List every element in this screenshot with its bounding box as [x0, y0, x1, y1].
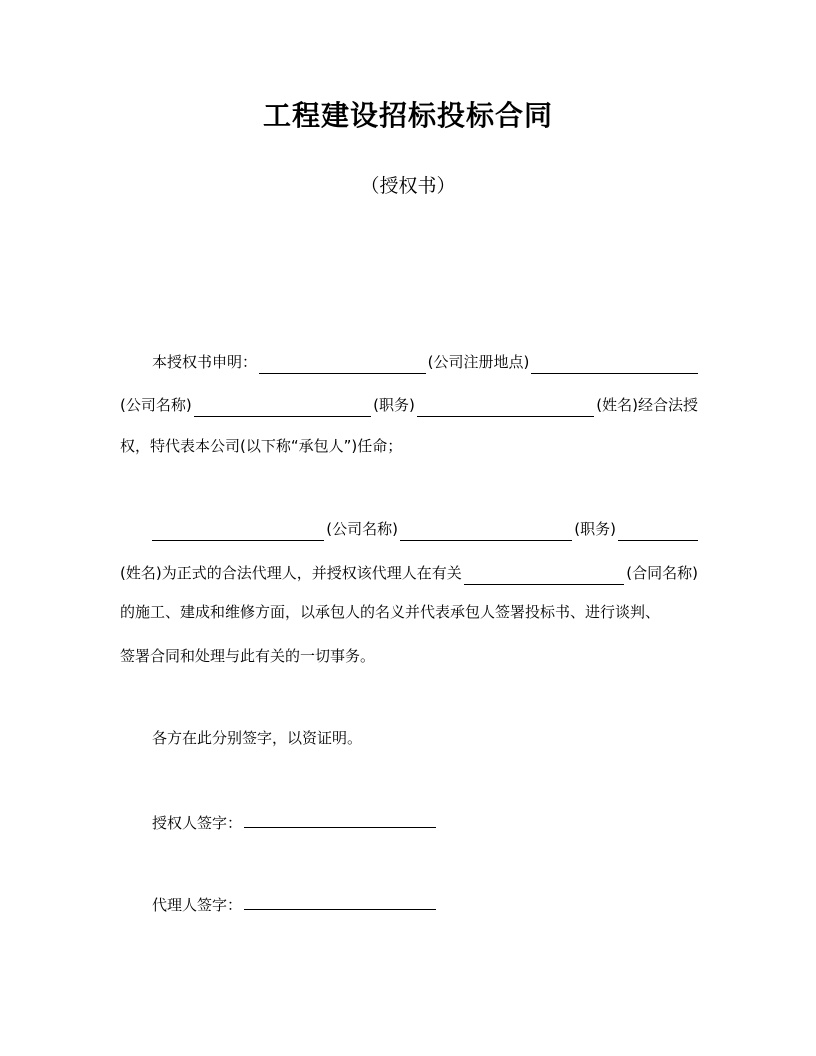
witness-statement: 各方在此分别签字，以资证明。 — [152, 729, 363, 747]
company-name-blank-2[interactable] — [152, 522, 324, 541]
position-blank-2[interactable] — [400, 522, 572, 541]
document-subtitle: （授权书） — [360, 175, 456, 197]
company-name-label-2: (公司名称) — [326, 520, 398, 538]
paragraph2-line2 — [120, 561, 698, 585]
name-blank-1[interactable] — [417, 398, 594, 417]
grantor-signature-row — [152, 809, 698, 835]
agent-appointment-text: (姓名)为正式的合法代理人，并授权该代理人在有关 — [120, 564, 462, 582]
paragraph1-line3: 权，特代表本公司(以下称“承包人”)任命； — [120, 437, 403, 455]
contract-name-label: (合同名称) — [626, 564, 698, 582]
paragraph1-line2 — [120, 393, 698, 417]
contract-name-blank[interactable] — [464, 566, 625, 585]
grantor-signature-field[interactable] — [244, 809, 436, 828]
position-label-1: (职务) — [373, 396, 415, 414]
position-blank-1[interactable] — [194, 398, 371, 417]
agent-signature-row — [152, 891, 698, 917]
name-label-1: (姓名)经合法授 — [596, 396, 698, 414]
agent-signature-field[interactable] — [244, 891, 436, 910]
company-name-label-1: (公司名称) — [120, 396, 192, 414]
company-name-blank-1[interactable] — [531, 355, 698, 374]
document-title: 工程建设招标投标合同 — [262, 99, 553, 132]
paragraph2-line4: 签署合同和处理与此有关的一切事务。 — [120, 647, 376, 665]
paragraph2-line1 — [152, 517, 698, 541]
paragraph1-line1 — [152, 350, 698, 374]
company-address-blank[interactable] — [259, 355, 426, 374]
declaration-lead: 本授权书申明： — [152, 353, 258, 371]
name-blank-2[interactable] — [618, 522, 698, 541]
position-label-2: (职务) — [574, 520, 616, 538]
grantor-signature-label: 授权人签字： — [152, 814, 243, 832]
company-address-label: (公司注册地点) — [427, 353, 530, 371]
agent-signature-label: 代理人签字： — [152, 896, 243, 914]
paragraph2-line3: 的施工、建成和维修方面，以承包人的名义并代表承包人签署投标书、进行谈判、 — [120, 603, 661, 621]
